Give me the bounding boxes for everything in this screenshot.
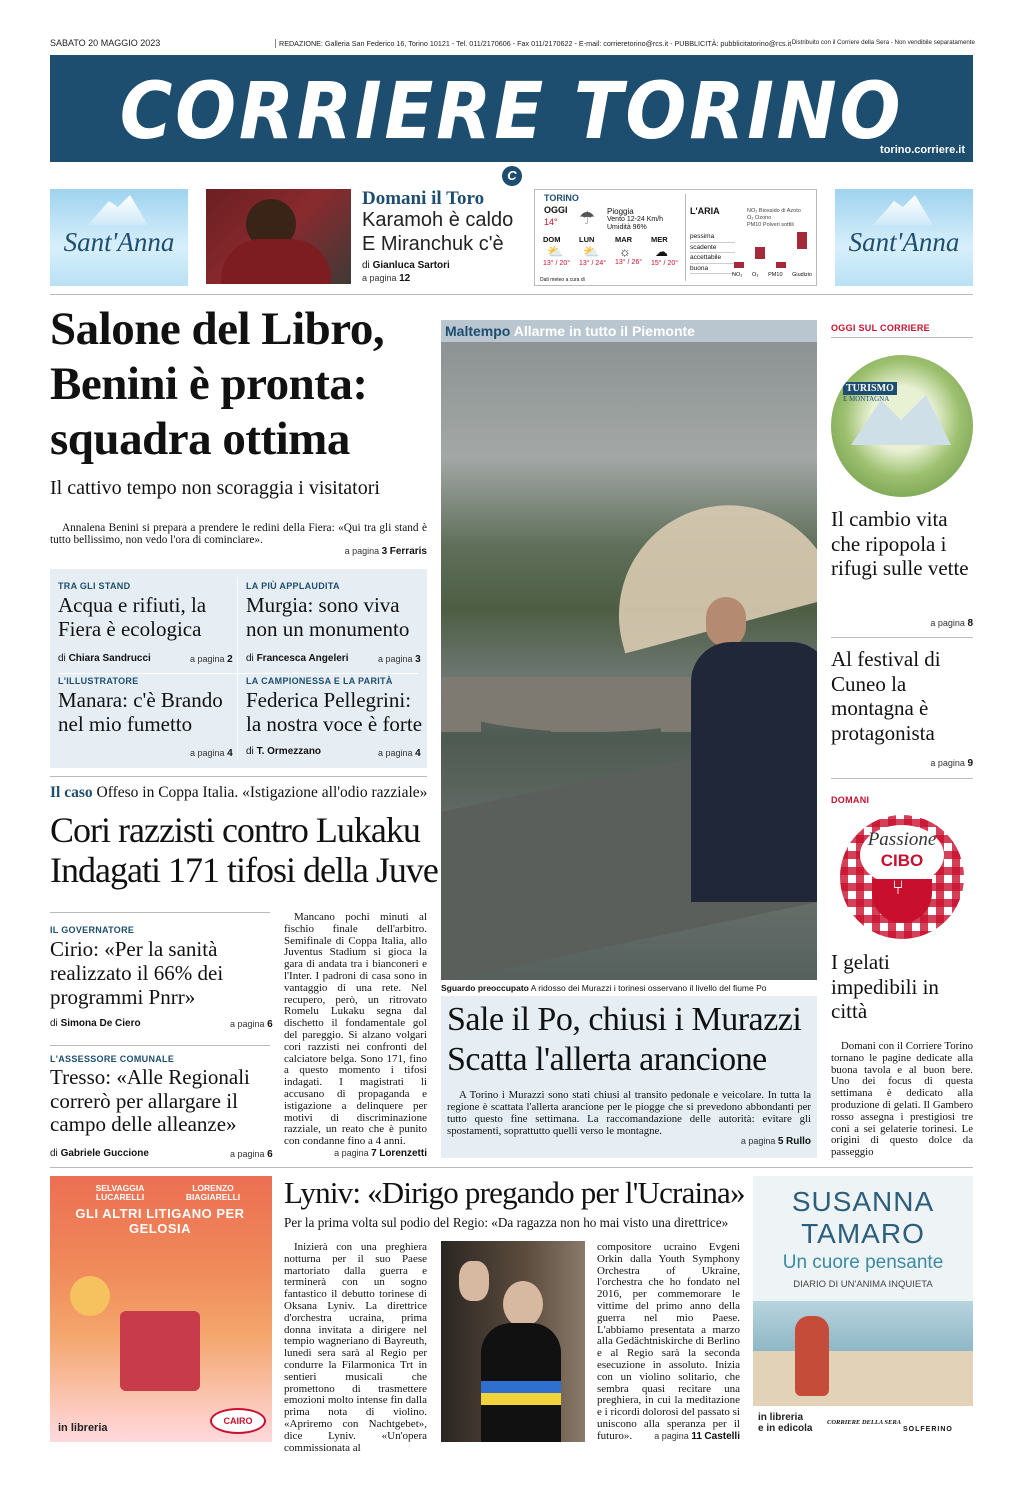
ad-author: SUSANNA TAMARO xyxy=(791,1186,935,1249)
page-prefix: a pagina xyxy=(378,748,413,758)
lead-pageref xyxy=(50,546,427,557)
box-story[interactable] xyxy=(58,676,233,736)
ad-cta-2: e in edicola xyxy=(758,1423,813,1434)
maltempo-photo xyxy=(441,342,817,980)
ad-santanna-right[interactable] xyxy=(835,189,973,286)
sidebar-pageref-1 xyxy=(831,618,973,629)
sash-blue xyxy=(481,1381,561,1393)
ad-book-title: GLI ALTRI LITIGANO PER GELOSIA xyxy=(75,1206,245,1236)
box-kicker: LA PIÙ APPLAUDITA xyxy=(246,581,340,591)
politics-author: Simona De Ciero xyxy=(60,1018,141,1029)
lukaku-page: 7 xyxy=(371,1148,377,1159)
box-title[interactable]: Acqua e rifiuti, la Fiera è ecologica xyxy=(58,593,207,641)
sun-icon: ☼ xyxy=(619,244,631,259)
by-prefix: di xyxy=(58,653,66,664)
ad-cta xyxy=(758,1412,812,1434)
sidebar-page: 9 xyxy=(967,758,973,769)
lyniv-subhead: Per la prima volta sul podio del Regio: «Da ragazza non ho mai visto una direttrice» xyxy=(284,1215,729,1230)
maltempo-caption xyxy=(441,983,817,993)
page-prefix: a pagina xyxy=(190,654,225,664)
cloud-icon: ☁ xyxy=(655,244,668,259)
ad-author-2: LORENZO BIAGIARELLI xyxy=(185,1183,241,1202)
politics-pageref xyxy=(230,1019,273,1030)
man-jacket xyxy=(691,642,817,902)
lukaku-kicker-label: Il caso xyxy=(50,784,93,801)
distribution-note: Distribuito con il Corriere della Sera - Non vendibile separatamente xyxy=(791,39,975,46)
box-title[interactable]: Manara: c'è Brando nel mio fumetto xyxy=(58,688,223,736)
lead-subhead: Il cattivo tempo non scoraggia i visitatori xyxy=(50,477,380,499)
by-prefix: di xyxy=(246,653,254,664)
teaser-line1[interactable]: Karamoh è caldo xyxy=(362,209,514,231)
passione-label: Passione xyxy=(867,829,937,850)
by-prefix: di xyxy=(50,1148,58,1159)
lyniv-col2: compositore ucraino Evgeni Orkin dalla Youth Symphony Orchestra of Ukraine, l'orchestra che ho fondato nel 2016, per commemorare le vittime del primo anno della guerra nel mio Paese. L'abbiamo presentata a marzo alla Gedächtniskirche di Berlino e al Regio sarà la seconda esecuzione in assoluto. Inizia con un violino solitario, che sembra quasi recitare una preghiera, in cui la meditazione e i ricordi dolorosi del passato si uniscono alla speranza per il futuro». xyxy=(597,1241,740,1442)
cibo-label: CIBO xyxy=(880,851,924,870)
politics-title[interactable]: Tresso: «Alle Regionali correrò per allargare il campo delle alleanze» xyxy=(50,1065,250,1136)
ad-book-lucarelli[interactable] xyxy=(50,1176,272,1442)
site-url[interactable]: torino.corriere.it xyxy=(880,144,965,156)
forecast-day xyxy=(579,235,606,267)
page-prefix: a pagina xyxy=(930,618,965,628)
divider xyxy=(50,912,270,913)
air-axis xyxy=(732,272,812,278)
fork-knife-icon: ⑂ xyxy=(892,877,904,899)
divider xyxy=(831,337,973,338)
lyniv-pageref xyxy=(597,1431,740,1442)
air-levels xyxy=(690,232,735,274)
box-byline xyxy=(246,653,348,664)
maltempo-kicker-label: Maltempo xyxy=(445,323,511,339)
politics-page: 6 xyxy=(267,1149,273,1160)
weather-footer: Dati meteo a cura di xyxy=(540,277,585,283)
page-prefix: a pagina xyxy=(334,1148,369,1158)
politics-author: Gabriele Guccione xyxy=(60,1148,149,1159)
masthead xyxy=(50,55,973,162)
air-legend-item: PM10 Polveri sottili xyxy=(747,222,794,228)
by-prefix: di xyxy=(50,1018,58,1029)
lukaku-headline-1[interactable]: Cori razzisti contro Lukaku xyxy=(50,810,420,850)
sidebar-pageref-2 xyxy=(831,758,973,769)
forecast-temp: 15° / 20° xyxy=(651,260,679,267)
forecast-temp: 13° / 20° xyxy=(543,260,571,267)
air-axis-label: Giudizio xyxy=(792,272,812,278)
air-axis-label: PM10 xyxy=(768,272,783,278)
divider xyxy=(50,1045,270,1046)
ad-book-title: Un cuore pensante xyxy=(782,1252,944,1273)
divider xyxy=(831,778,973,779)
politics-byline xyxy=(50,1018,141,1029)
forecast-day xyxy=(615,235,642,266)
box-title[interactable]: Federica Pellegrini: la nostra voce è forte xyxy=(246,688,423,736)
lead-headline[interactable]: Salone del Libro, Benini è pronta: squadra ottima xyxy=(50,303,385,465)
passione-cibo-badge[interactable] xyxy=(840,815,964,939)
politics-page: 6 xyxy=(267,1019,273,1030)
politics-pageref xyxy=(230,1149,273,1160)
weather-city: TORINO xyxy=(544,193,579,203)
ad-brand: Sant'Anna xyxy=(63,227,175,257)
lead-body: Annalena Benini si prepara a prendere le redini della Fiera: «Qui tra gli stand è tutto bellissimo, non vedo l'ora di cominciare». xyxy=(50,522,427,547)
box-story[interactable] xyxy=(58,581,233,641)
partner-logo-2: SOLFERINO xyxy=(903,1426,953,1433)
lyniv-headline[interactable]: Lyniv: «Dirigo pregando per l'Ucraina» xyxy=(284,1175,745,1210)
air-level: buona xyxy=(690,264,735,275)
forecast-temp: 13° / 24° xyxy=(579,260,607,267)
lyniv-page: 11 xyxy=(691,1431,702,1442)
air-legend-item: NO₂ Biossido di Azoto xyxy=(747,208,801,214)
politics-byline xyxy=(50,1148,149,1159)
mountain-icon xyxy=(873,195,933,225)
maltempo-body: A Torino i Murazzi sono stati chiusi al transito pedonale e veicolare. In tutta la regione è scattata l'allerta arancione per le piogge che si prevedono abbondanti per tutto questo fine settimana. La raccomandazione delle autorità: evitare gli spostamenti, soprattutto quelli verso le montagne. xyxy=(447,1089,811,1137)
air-quality-bar xyxy=(755,247,765,258)
box-author: Chiara Sandrucci xyxy=(68,653,151,664)
teaser-pageref xyxy=(362,273,410,284)
sun-cloud-rain-icon: ⛅ xyxy=(583,244,600,259)
politics-kicker: IL GOVERNATORE xyxy=(50,925,135,935)
box-kicker: TRA GLI STAND xyxy=(58,581,131,591)
ad-sea xyxy=(753,1301,973,1351)
turismo-badge[interactable] xyxy=(831,355,973,497)
teaser-photo xyxy=(206,189,351,284)
lukaku-body: Mancano pochi minuti al fischio finale dell'arbitro. Semifinale di Coppa Italia, allo Juventus Stadium si gioca la gara di andata tra i bianconeri e l'Inter. I padroni di casa sono in vantaggio di una rete. Nel recupero, però, un ritrovato Romelu Lukaku segna dal dischetto il fondamentale gol del pareggio. Si alzano volgari cori razzisti nei confronti del calciatore belga. Sono 171, fino a questo momento i tifosi indagati. I magistrati li accusano di propaganda e istigazione a delinquere per motivi di discriminazione razziale, un reato che è punito con condanne fino a 4 anni. xyxy=(284,911,427,1148)
caption-text: A ridosso dei Murazzi i torinesi osservano il livello del fiume Po xyxy=(530,983,767,993)
box-pageref xyxy=(378,654,421,665)
player-shirt xyxy=(221,239,331,284)
turismo-label: TURISMO xyxy=(843,382,897,395)
page-prefix: a pagina xyxy=(378,654,413,664)
lukaku-pageref xyxy=(284,1148,427,1159)
box-story[interactable] xyxy=(246,676,424,736)
maltempo-pageref xyxy=(447,1136,811,1147)
ad-author-1: SELVAGGIA LUCARELLI xyxy=(95,1183,145,1202)
divider xyxy=(831,637,973,638)
oggi-label: OGGI SUL CORRIERE xyxy=(831,323,930,333)
air-level: pessima xyxy=(690,232,735,243)
sidebar-story-3[interactable]: I gelati impedibili in città xyxy=(831,950,939,1023)
air-quality-bar xyxy=(734,262,744,268)
lyniv-photo xyxy=(441,1241,585,1442)
sun-cloud-rain-icon: ⛅ xyxy=(547,244,564,259)
corriere-badge-icon: C xyxy=(502,166,522,186)
lead-author: Ferraris xyxy=(389,546,427,557)
ad-brand: Sant'Anna xyxy=(848,227,960,257)
sidebar-story-1[interactable]: Il cambio vita che ripopola i rifugi sulle vette xyxy=(831,507,969,580)
weather-humidity: Umidità 96% xyxy=(607,224,647,231)
ad-beach xyxy=(753,1351,973,1406)
maltempo-page: 5 xyxy=(777,1136,784,1147)
ad-cta-1: in libreria xyxy=(758,1412,804,1423)
box-author: Francesca Angeleri xyxy=(256,653,349,664)
forecast-temp: 13° / 26° xyxy=(615,259,643,266)
partner-logo-1: CORRIERE DELLA SERA xyxy=(827,1419,902,1426)
forecast-day xyxy=(543,235,570,267)
mountain-icon xyxy=(88,195,148,225)
page-prefix: a pagina xyxy=(230,1019,265,1029)
divider xyxy=(50,1167,973,1168)
box-story[interactable] xyxy=(246,581,424,641)
forecast-day-label: LUN xyxy=(579,235,595,244)
ad-santanna-left[interactable] xyxy=(50,189,188,286)
page-prefix: a pagina xyxy=(362,273,397,283)
lukaku-author: Lorenzetti xyxy=(379,1148,427,1159)
teaser-author: Gianluca Sartori xyxy=(372,260,450,271)
man-face xyxy=(706,597,746,647)
caption-bold: Sguardo preoccupato xyxy=(441,983,529,993)
weather-desc: Pioggia xyxy=(607,207,634,216)
box-kicker: L'ILLUSTRATORE xyxy=(58,676,139,686)
forecast-day-label: DOM xyxy=(543,235,561,244)
box-kicker: LA CAMPIONESSA E LA PARITÀ xyxy=(246,676,393,686)
forecast-day-label: MER xyxy=(651,235,668,244)
ad-illustration-house xyxy=(120,1311,200,1391)
redazione-info: REDAZIONE: Galleria San Federico 16, Torino 10121 - Tel. 011/2170606 - Fax 011/2170622 - E-mail: corrieretorino@rcs.it - PUBBLICITÀ: pubblicitatorino@rcs.it xyxy=(275,39,791,48)
rain-cloud-icon: ☂ xyxy=(579,208,596,228)
air-level: accettabile xyxy=(690,253,735,264)
divider xyxy=(50,776,427,777)
air-quality-bar xyxy=(797,232,807,249)
page-prefix: a pagina xyxy=(344,546,380,556)
air-axis-label: NO₂ xyxy=(732,272,743,278)
box-page: 4 xyxy=(227,748,233,759)
page-prefix: a pagina xyxy=(190,748,225,758)
maltempo-kicker-rest: Allarme in tutto il Piemonte xyxy=(513,323,695,339)
lyniv-col1: Inizierà con una preghiera notturna per il suo Paese martoriato dalla guerra e terminerà con un sogno fantastico il debutto torinese di Oksana Lyniv. La direttrice d'orchestra ucraina, prima donna invitata a dirigere nel tempio wagneriano di Bayreuth, lunedì sera sarà al Regio per condurre la Filarmonica Trt in sentieri musicali che promettono di trasmettere emozioni molto intense fin dalla prima nota di violino. «Apriremo con Nachtgebet», dice Lyniv. «Un'opera commissionata al xyxy=(284,1241,427,1454)
page-prefix: a pagina xyxy=(930,758,965,768)
politics-story[interactable] xyxy=(50,925,270,1009)
maltempo-banner xyxy=(441,320,817,342)
politics-story[interactable] xyxy=(50,1054,272,1137)
page-prefix: a pagina xyxy=(654,1431,689,1441)
weather-today-temp: 14° xyxy=(544,217,558,227)
box-page: 2 xyxy=(227,654,233,665)
box-byline xyxy=(58,653,151,664)
lukaku-kicker xyxy=(50,784,430,802)
air-level: scadente xyxy=(690,243,735,254)
air-axis-label: O₃ xyxy=(752,272,759,278)
weather-today-label: OGGI xyxy=(544,205,568,215)
maltempo-headline-2[interactable]: Scatta l'allerta arancione xyxy=(447,1041,767,1078)
box-divider xyxy=(58,673,418,674)
box-page: 3 xyxy=(415,654,421,665)
turismo-sub: E MONTAGNA xyxy=(843,395,890,403)
sidebar-page: 8 xyxy=(967,618,973,629)
box-title[interactable]: Murgia: sono viva non un monumento xyxy=(246,593,410,641)
publisher-logo: CAIRO xyxy=(210,1408,266,1434)
politics-kicker: L'ASSESSORE COMUNALE xyxy=(50,1054,175,1064)
maltempo-author: Rullo xyxy=(786,1136,811,1147)
lyniv-author: Castelli xyxy=(704,1431,740,1442)
weather-divider xyxy=(685,194,686,281)
ad-cta: in libreria xyxy=(58,1422,108,1434)
topbar xyxy=(50,38,975,52)
by-prefix: di xyxy=(362,260,370,271)
salone-boxes xyxy=(50,569,427,768)
lukaku-headline-2[interactable]: Indagati 171 tifosi della Juve xyxy=(50,850,438,890)
teaser-page: 12 xyxy=(399,273,411,284)
page-prefix: a pagina xyxy=(740,1136,776,1146)
box-pageref xyxy=(190,654,233,665)
masthead-title[interactable]: CORRIERE TORINO xyxy=(119,67,904,157)
box-pageref xyxy=(190,748,233,759)
politics-title[interactable]: Cirio: «Per la sanità realizzato il 66% dei programmi Pnrr» xyxy=(50,937,224,1009)
weather-box xyxy=(534,189,817,286)
teaser-kicker: Domani il Toro xyxy=(362,188,485,209)
forecast-day-label: MAR xyxy=(615,235,633,244)
maltempo-kicker xyxy=(445,323,695,339)
conductor-face xyxy=(503,1281,543,1327)
domani-label: DOMANI xyxy=(831,795,870,805)
lead-page: 3 xyxy=(381,546,388,557)
air-legend-item: O₃ Ozono xyxy=(747,215,772,221)
lukaku-kicker-rest: Offeso in Coppa Italia. «Istigazione all'odio razziale» xyxy=(96,784,428,801)
by-prefix: di xyxy=(246,746,254,757)
teaser-byline xyxy=(362,260,450,271)
sash-yellow xyxy=(481,1393,561,1405)
ad-book-tamaro[interactable] xyxy=(753,1176,973,1442)
issue-date: SABATO 20 MAGGIO 2023 xyxy=(50,38,161,48)
air-legend xyxy=(747,208,801,229)
sidebar-body: Domani con il Corriere Torino tornano le pagine dedicate alla buona tavola e al buon bere. Uno dei focus di questa settimana è dedicato alla produzione di gelati. Il Gambero rosso assegna i prestigiosi tre coni a sei gelaterie torinesi. Le origini di questo dolce da passeggio xyxy=(831,1040,973,1159)
conductor-hand xyxy=(459,1261,489,1301)
box-byline xyxy=(246,746,321,757)
weather-wind: Vento 12-24 Km/h xyxy=(607,216,664,223)
box-page: 4 xyxy=(415,748,421,759)
box-pageref xyxy=(378,748,421,759)
ad-book-subtitle: DIARIO DI UN'ANIMA INQUIETA xyxy=(793,1279,933,1290)
air-title: L'ARIA xyxy=(690,206,720,216)
air-quality-bars xyxy=(730,232,810,270)
ad-illustration-sun xyxy=(70,1276,110,1316)
divider xyxy=(50,294,973,295)
page-prefix: a pagina xyxy=(230,1149,265,1159)
box-author: T. Ormezzano xyxy=(256,746,322,757)
teaser-line2[interactable]: E Miranchuk c'è xyxy=(362,233,504,255)
air-quality-bar xyxy=(776,262,786,268)
maltempo-headline-1[interactable]: Sale il Po, chiusi i Murazzi xyxy=(447,1001,802,1038)
forecast-day xyxy=(651,235,678,267)
ad-figure xyxy=(795,1316,829,1396)
box-divider xyxy=(237,577,238,759)
sidebar-story-2[interactable]: Al festival di Cuneo la montagna è protagonista xyxy=(831,647,941,745)
